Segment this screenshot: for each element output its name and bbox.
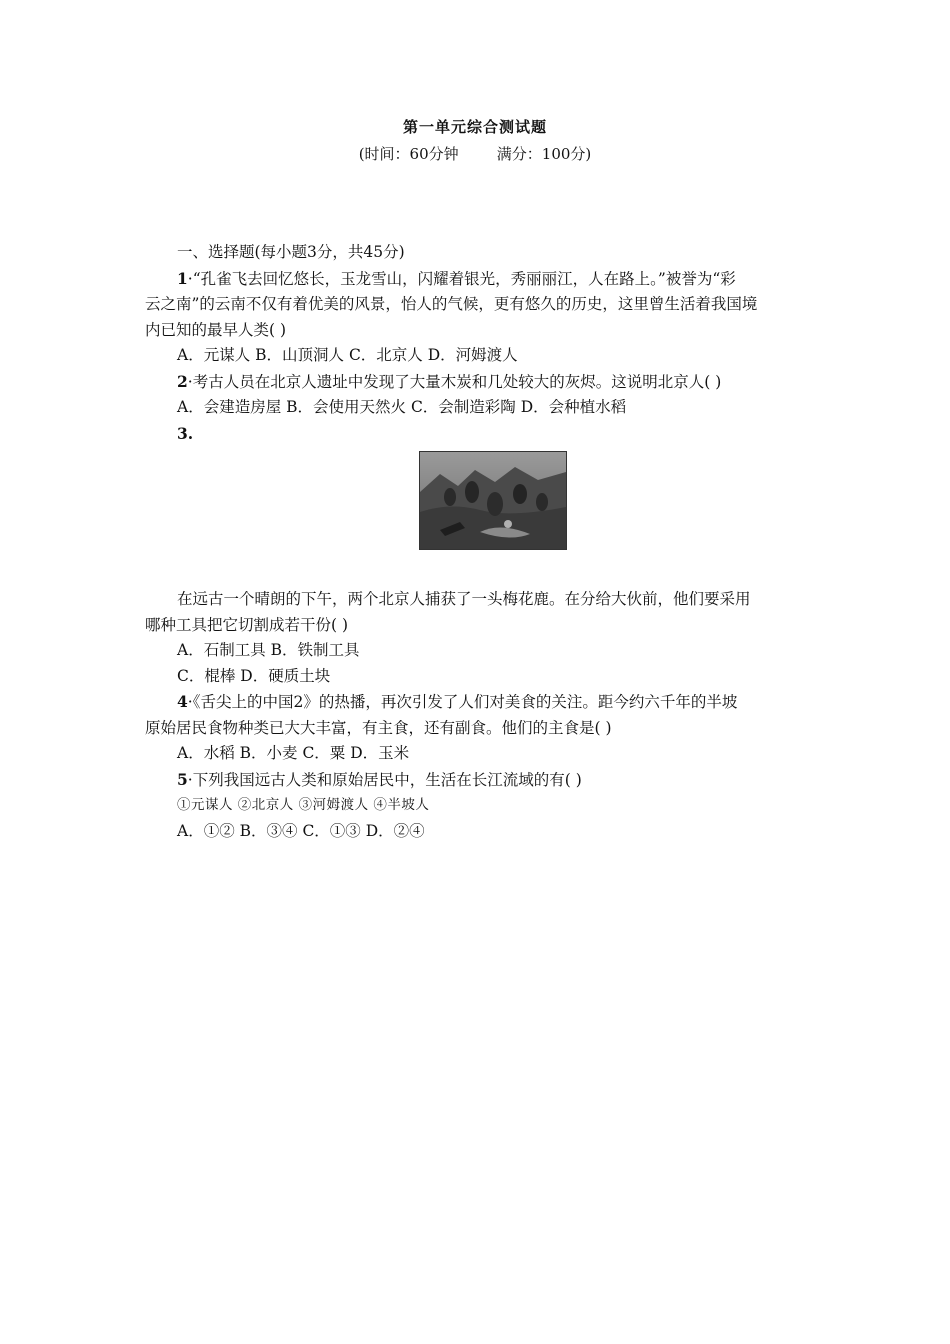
question-1-options: A．元谋人 B．山顶洞人 C．北京人 D．河姆渡人: [177, 346, 518, 364]
section-heading: 一、选择题(每小题3分，共45分): [177, 243, 405, 261]
exam-info: (时间：60分钟 满分：100分): [358, 145, 592, 163]
question-2-options: A．会建造房屋 B．会使用天然火 C．会制造彩陶 D．会种植水稻: [177, 398, 627, 416]
question-3-options-1: A．石制工具 B．铁制工具: [177, 641, 360, 659]
illustration-graphic: [420, 452, 566, 549]
question-1-number: 1: [177, 268, 188, 288]
question-1-line-3: 内已知的最早人类( ): [145, 320, 287, 339]
question-4-text: ·《舌尖上的中国2》的热播，再次引发了人们对美食的关注。距今约六千年的半坡: [187, 693, 738, 711]
question-section: [145, 240, 810, 844]
question-1-text: ·“孔雀飞去回忆悠长，玉龙雪山，闪耀着银光，秀丽丽江，人在路上。”被誉为“彩: [187, 269, 736, 288]
question-5-line: [145, 767, 810, 794]
question-4-line-2: 原始居民食物种类已大大丰富，有主食，还有副食。他们的主食是( ): [145, 718, 612, 737]
question-5-options: A．①② B．③④ C．①③ D．②④: [177, 821, 425, 840]
question-2-number: 2: [177, 371, 188, 391]
question-3-number: 3.: [177, 423, 194, 443]
question-1-line-2: 云之南”的云南不仅有着优美的风景，怡人的气候，更有悠久的历史，这里曾生活着我国境: [145, 295, 758, 313]
question-1-line-1: [145, 266, 810, 293]
question-3-number-line: [145, 421, 810, 448]
question-2-line: [145, 369, 810, 396]
question-3-line-1: 在远古一个晴朗的下午，两个北京人捕获了一头梅花鹿。在分给大伙前，他们要采用: [177, 590, 751, 608]
page-title: 第一单元综合测试题: [402, 118, 547, 136]
question-4-options: A．水稻 B．小麦 C．粟 D．玉米: [177, 744, 410, 762]
question-2-text: ·考古人员在北京人遗址中发现了大量木炭和几处较大的灰烬。这说明北京人( ): [187, 372, 722, 391]
question-5-items: ①元谋人 ②北京人 ③河姆渡人 ④半坡人: [177, 797, 430, 813]
question-5-number: 5: [177, 769, 188, 789]
question-5-text: ·下列我国远古人类和原始居民中，生活在长江流域的有( ): [187, 770, 582, 789]
peking-man-illustration: [419, 451, 567, 550]
question-4-number: 4: [177, 692, 188, 711]
question-3-line-2: 哪种工具把它切割成若干份( ): [145, 615, 349, 634]
question-4-line-1: [145, 689, 810, 716]
question-3-figure-area: [145, 451, 810, 583]
question-3-options-2: C．棍棒 D．硬质土块: [177, 666, 331, 685]
